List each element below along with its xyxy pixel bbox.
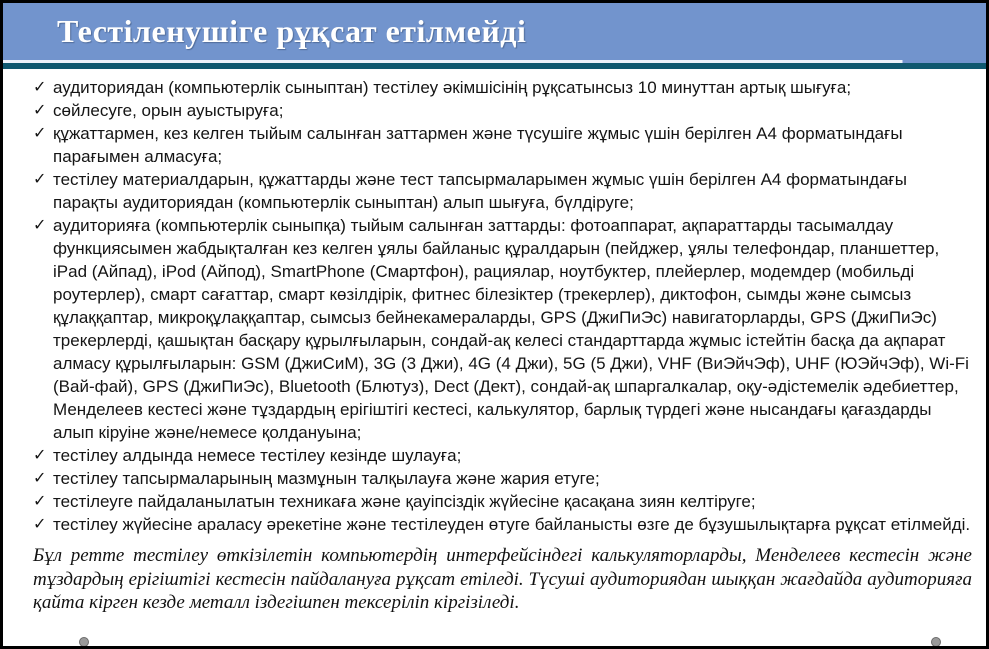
footer-note: Бұл ретте тестілеу өткізілетін компьютердің интерфейсіндегі калькуляторларды, Менделеев кестесін және тұздардың ерігіштігі кестесін пайдалануға рұқсат етіледі. Түсуші аудиториядан шыққан жағдайда аудиторияға қайта кірген кезде металл іздегішпен тексеріліп кіргізіледі. — [33, 545, 972, 613]
rule-text: сөйлесуге, орын ауыстыруға; — [53, 101, 284, 120]
rule-item — [33, 168, 974, 214]
rule-text: құжаттармен, кез келген тыйым салынған заттармен және түсушіге жұмыс үшін берілген А4 форматындағы парағымен алмасуға; — [53, 124, 903, 166]
rule-text: тестілеу жүйесіне араласу әрекетіне және тестілеуден өтуге байланысты өзге де бұзушылықтарға рұқсат етілмейді. — [53, 515, 971, 534]
rule-item — [33, 99, 974, 122]
check-icon: ✓ — [33, 493, 47, 510]
rule-text: аудиториядан (компьютерлік сыныптан) тестілеу әкімшісінің рұқсатынсыз 10 минуттан артық шығуға; — [53, 78, 852, 97]
page-title: Тестіленушіге рұқсат етілмейді — [57, 13, 527, 49]
rule-item — [33, 467, 974, 490]
check-icon: ✓ — [33, 470, 47, 487]
rule-text: тестілеу тапсырмаларының мазмұнын талқылауға және жария етуге; — [53, 469, 600, 488]
rule-item — [33, 214, 974, 444]
check-icon: ✓ — [33, 125, 47, 142]
slide-header — [3, 3, 986, 60]
check-icon: ✓ — [33, 102, 47, 119]
check-icon: ✓ — [33, 217, 47, 234]
rules-list — [3, 69, 986, 536]
rule-item — [33, 76, 974, 99]
rule-item — [33, 122, 974, 168]
rule-text: тестілеу материалдарын, құжаттарды және тест тапсырмаларымен жұмыс үшін берілген А4 форматындағы парақты аудиториядан (компьютерлік сыныптан) алып шығуға, бүлдіруге; — [53, 170, 907, 212]
rule-item — [33, 444, 974, 467]
rule-text: аудиторияға (компьютерлік сыныпқа) тыйым салынған заттарды: фотоаппарат, ақпараттарды тасымалдау функциясымен жабдықталған кез келген ұялы байланыс құралдарын (пейджер, ұялы телефондар, планшеттер, iPad (Айпад), iPod (Айпод), SmartPhone (Смартфон), рациялар, ноутбуктер, плейерлер, модемдер (мобильді роутерлер), смарт сағаттар, смарт көзілдірік, фитнес білезіктер (трекерлер), диктофон, сымды және сымсыз құлаққаптар, микроқұлаққаптар, сымсыз бейнекамераларды, GPS (ДжиПиЭс) навигаторларды, GPS (ДжиПиЭс) трекерлерді, қашықтан басқару құрылғыларын, сондай-ақ келесі стандарттарда жұмыс істейтін басқа да ақпарат алмасу құрылғыларын: GSM (ДжиСиМ), 3G (3 Джи), 4G (4 Джи), 5G (5 Джи), VHF (ВиЭйчЭф), UHF (ЮЭйчЭф), Wi-Fi (Вай-фай), GPS (ДжиПиЭс), Bluetooth (Блютуз), Dect (Дект), сондай-ақ шпаргалкалар, оқу-әдістемелік әдебиеттер, Менделеев кестесі және тұздардың ерігіштігі кестесі, калькулятор, барлық түрдегі және нысандағы қағаздарды алып кіруіне және/немесе қолдануына; — [53, 216, 969, 442]
rule-item — [33, 513, 974, 536]
check-icon: ✓ — [33, 79, 47, 96]
rule-item — [33, 490, 974, 513]
resize-handle-left[interactable] — [79, 637, 89, 647]
check-icon: ✓ — [33, 447, 47, 464]
check-icon: ✓ — [33, 516, 47, 533]
rule-text: тестілеуге пайдаланылатын техникаға және қауіпсіздік жүйесіне қасақана зиян келтіруге; — [53, 492, 756, 511]
resize-handle-right[interactable] — [931, 637, 941, 647]
rule-text: тестілеу алдында немесе тестілеу кезінде шулауға; — [53, 446, 462, 465]
check-icon: ✓ — [33, 171, 47, 188]
